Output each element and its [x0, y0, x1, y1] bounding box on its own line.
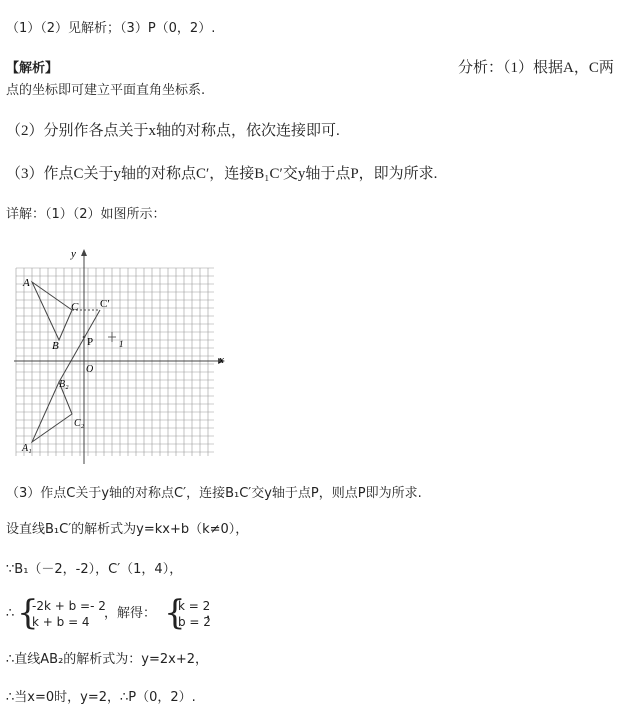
label-b: B [52, 340, 59, 352]
label-c: C [71, 301, 79, 313]
answer-line: （1）（2）见解析；（3）P（0，2）. [6, 21, 216, 36]
system-equation-2: k + b = 4 [32, 615, 90, 629]
y-axis-label: y [71, 248, 76, 260]
detail-line: 详解：（1）（2）如图所示： [6, 207, 166, 222]
left-brace-2: { [164, 593, 186, 633]
triangle-abc [32, 282, 72, 340]
coordinate-figure [12, 246, 242, 466]
left-brace-1: { [17, 593, 39, 633]
analysis-step-2: （2）分别作各点关于x轴的对称点，依次连接即可. [6, 123, 340, 139]
grid [16, 268, 214, 456]
line-equation-setup: 设直线B₁C′的解析式为y=kx+b（k≠0）， [6, 522, 249, 537]
label-p: P [87, 336, 94, 348]
point-p-dot [83, 336, 86, 339]
label-a1: A₁ [22, 443, 32, 454]
points-given: ∵B₁（－2，-2），C′（1，4）， [6, 562, 183, 577]
label-b2: B₂ [59, 379, 69, 390]
x-axis [14, 358, 225, 364]
analysis-step-3: （3）作点C关于y轴的对称点C′，连接B₁C′交y轴于点P，即为所求. [6, 166, 438, 182]
label-c2: C₂ [74, 418, 85, 429]
point-p-result: ∴当x=0时，y=2，∴P（0，2）. [6, 690, 196, 705]
origin-label: O [86, 364, 94, 375]
x-axis-label: x [219, 354, 224, 366]
solution-step-3: （3）作点C关于y轴的对称点C′，连接B₁C′交y轴于点P，则点P即为所求. [6, 486, 422, 501]
line-equation-result: ∴直线AB₂的解析式为：y=2x+2， [6, 652, 209, 667]
analysis-continuation: 点的坐标即可建立平面直角坐标系. [6, 83, 206, 98]
segment-b2-cprime [59, 310, 100, 382]
analysis-lead: 分析：（1）根据A，C两 [458, 60, 614, 76]
solution-k: k = 2 [178, 599, 211, 613]
solution-b: b = 2 [178, 615, 211, 629]
label-a: A [23, 277, 30, 289]
solve-label: ，解得： [104, 606, 157, 621]
solution-comma: ， [206, 606, 220, 621]
system-equation-1: -2k + b =- 2 [32, 599, 106, 613]
equation-system-row [0, 593, 630, 633]
therefore-symbol: ∴ [6, 606, 15, 621]
label-one: 1 [119, 339, 124, 349]
label-c-prime: C′ [100, 298, 110, 310]
y-axis [81, 249, 87, 464]
analysis-heading: 【解析】 [6, 61, 59, 76]
